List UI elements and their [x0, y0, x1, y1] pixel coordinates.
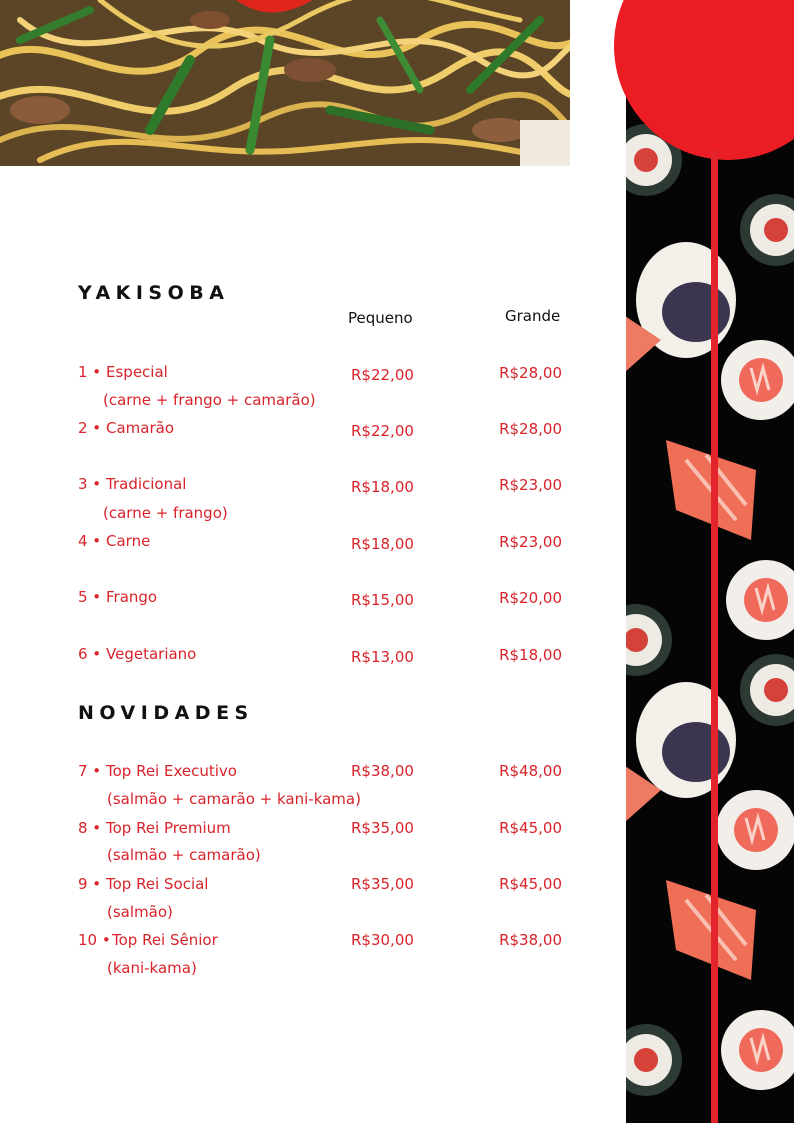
- price-small: R$13,00: [351, 648, 414, 666]
- column-header-small: Pequeno: [348, 309, 413, 327]
- menu-item: [78, 419, 564, 439]
- yakisoba-photo: [0, 0, 570, 166]
- price-large: R$23,00: [499, 476, 562, 494]
- item-description: (salmão + camarão + kani-kama): [107, 790, 361, 808]
- price-small: R$18,00: [351, 478, 414, 496]
- item-number: 2 •: [78, 419, 102, 437]
- menu-item: [78, 819, 564, 839]
- item-number: 9 •: [78, 875, 102, 893]
- column-header-large: Grande: [505, 307, 561, 325]
- red-line-decoration: [711, 150, 718, 1123]
- item-description: (carne + frango + camarão): [103, 391, 316, 409]
- price-large: R$20,00: [499, 589, 562, 607]
- price-large: R$28,00: [499, 420, 562, 438]
- item-description: (salmão + camarão): [107, 846, 261, 864]
- item-name: Carne: [106, 532, 151, 550]
- item-number: 4 •: [78, 532, 102, 550]
- price-small: R$30,00: [351, 931, 414, 949]
- menu-item: [78, 645, 564, 665]
- item-name: Frango: [106, 588, 158, 606]
- price-small: R$38,00: [351, 762, 414, 780]
- price-large: R$48,00: [499, 762, 562, 780]
- menu-item: [78, 875, 564, 895]
- price-large: R$45,00: [499, 875, 562, 893]
- item-name: Especial: [106, 363, 168, 381]
- price-large: R$45,00: [499, 819, 562, 837]
- item-name: Vegetariano: [106, 645, 197, 663]
- item-number: 5 •: [78, 588, 102, 606]
- item-number: 3 •: [78, 475, 102, 493]
- menu-item: [78, 475, 564, 495]
- price-large: R$18,00: [499, 646, 562, 664]
- price-small: R$35,00: [351, 819, 414, 837]
- item-name: Top Rei Executivo: [106, 762, 237, 780]
- price-small: R$35,00: [351, 875, 414, 893]
- price-small: R$18,00: [351, 535, 414, 553]
- item-number: 10 •: [78, 931, 111, 949]
- item-number: 7 •: [78, 762, 102, 780]
- menu-item: [78, 588, 564, 608]
- price-small: R$22,00: [351, 366, 414, 384]
- price-large: R$38,00: [499, 931, 562, 949]
- item-name: Top Rei Sênior: [112, 931, 218, 949]
- item-description: (kani-kama): [107, 959, 197, 977]
- item-name: Camarão: [106, 419, 175, 437]
- price-large: R$28,00: [499, 364, 562, 382]
- price-small: R$22,00: [351, 422, 414, 440]
- price-small: R$15,00: [351, 591, 414, 609]
- menu-item: [78, 762, 564, 782]
- menu-item: [78, 532, 564, 552]
- item-number: 8 •: [78, 819, 102, 837]
- item-name: Tradicional: [106, 475, 187, 493]
- item-name: Top Rei Premium: [106, 819, 231, 837]
- menu-item: [78, 363, 564, 383]
- section-title-novidades: NOVIDADES: [78, 702, 254, 724]
- section-title-yakisoba: YAKISOBA: [78, 282, 230, 304]
- item-number: 1 •: [78, 363, 102, 381]
- price-large: R$23,00: [499, 533, 562, 551]
- sushi-pattern-strip: [626, 0, 794, 1123]
- menu-item: [78, 931, 564, 951]
- item-number: 6 •: [78, 645, 102, 663]
- item-description: (carne + frango): [103, 504, 228, 522]
- item-name: Top Rei Social: [106, 875, 209, 893]
- item-description: (salmão): [107, 903, 173, 921]
